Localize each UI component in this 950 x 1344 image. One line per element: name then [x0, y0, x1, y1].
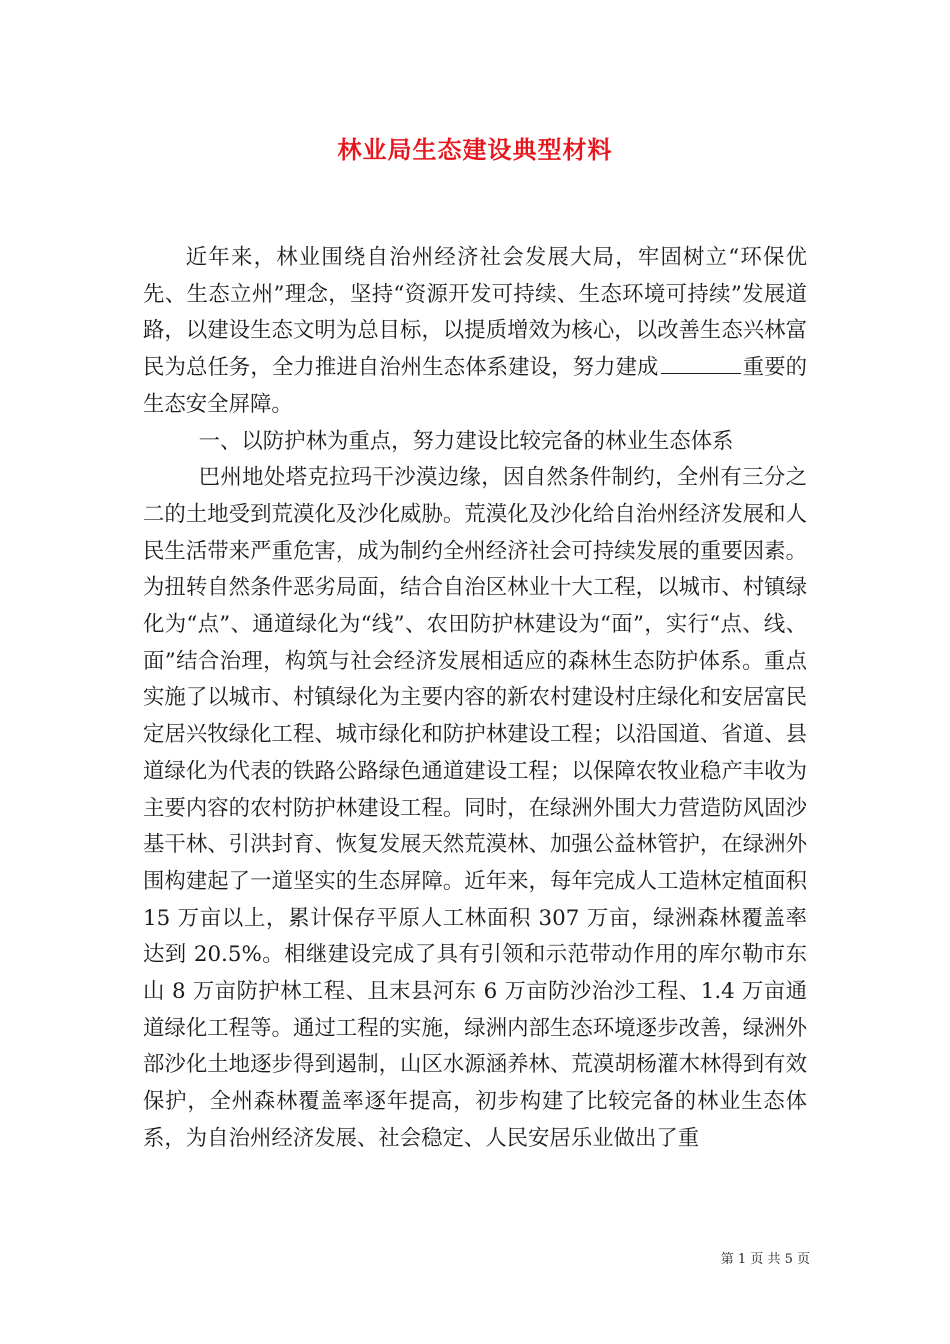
intro-text: 近年来，林业围绕自治州经济社会发展大局，牢固树立“环保优先、生态立州”理念，坚持“资源开发可持续、生态环境可持续”发展道路，以建设生态文明为总目标，以提质增效为核心，以改善生态兴林富民为总任务，全力推进自治州生态体系建设，努力建成: [143, 245, 807, 381]
page-number-footer: 第 1 页 共 5 页: [720, 1252, 810, 1267]
document-title: 林业局生态建设典型材料: [337, 135, 613, 164]
intro-paragraph: [143, 240, 807, 424]
intro-text-end: 重要的生态安全屏障。: [143, 355, 807, 417]
fill-in-blank: [661, 355, 741, 374]
document-body: [143, 240, 807, 1158]
section-heading-1: 一、以防护林为重点，努力建设比较完备的林业生态体系: [198, 428, 734, 454]
section-1-paragraph: 巴州地处塔克拉玛干沙漠边缘，因自然条件制约，全州有三分之二的土地受到荒漠化及沙化威胁。荒漠化及沙化给自治州经济发展和人民生活带来严重危害，成为制约全州经济社会可持续发展的重要因素。为扭转自然条件恶劣局面，结合自治区林业十大工程，以城市、村镇绿化为“点”、通道绿化为“线”、农田防护林建设为“面”，实行“点、线、面”结合治理，构筑与社会经济发展相适应的森林生态防护体系。重点实施了以城市、村镇绿化为主要内容的新农村建设村庄绿化和安居富民定居兴牧绿化工程、城市绿化和防护林建设工程；以沿国道、省道、县道绿化为代表的铁路公路绿色通道建设工程；以保障农牧业稳产丰收为主要内容的农村防护林建设工程。同时，在绿洲外围大力营造防风固沙基干林、引洪封育、恢复发展天然荒漠林、加强公益林管护，在绿洲外围构建起了一道坚实的生态屏障。近年来，每年完成人工造林定植面积 15 万亩以上，累计保存平原人工林面积 307 万亩，绿洲森林覆盖率达到 20.5%。相继建设完成了具有引领和示范带动作用的库尔勒市东山 8 万亩防护林工程、且末县河东 6 万亩防沙治沙工程、1.4 万亩通道绿化工程等。通过工程的实施，绿洲内部生态环境逐步改善，绿洲外部沙化土地逐步得到遏制，山区水源涵养林、荒漠胡杨灌木林得到有效保护，全州森林覆盖率逐年提高，初步构建了比较完备的林业生态体系，为自治州经济发展、社会稳定、人民安居乐业做出了重: [143, 465, 807, 1151]
